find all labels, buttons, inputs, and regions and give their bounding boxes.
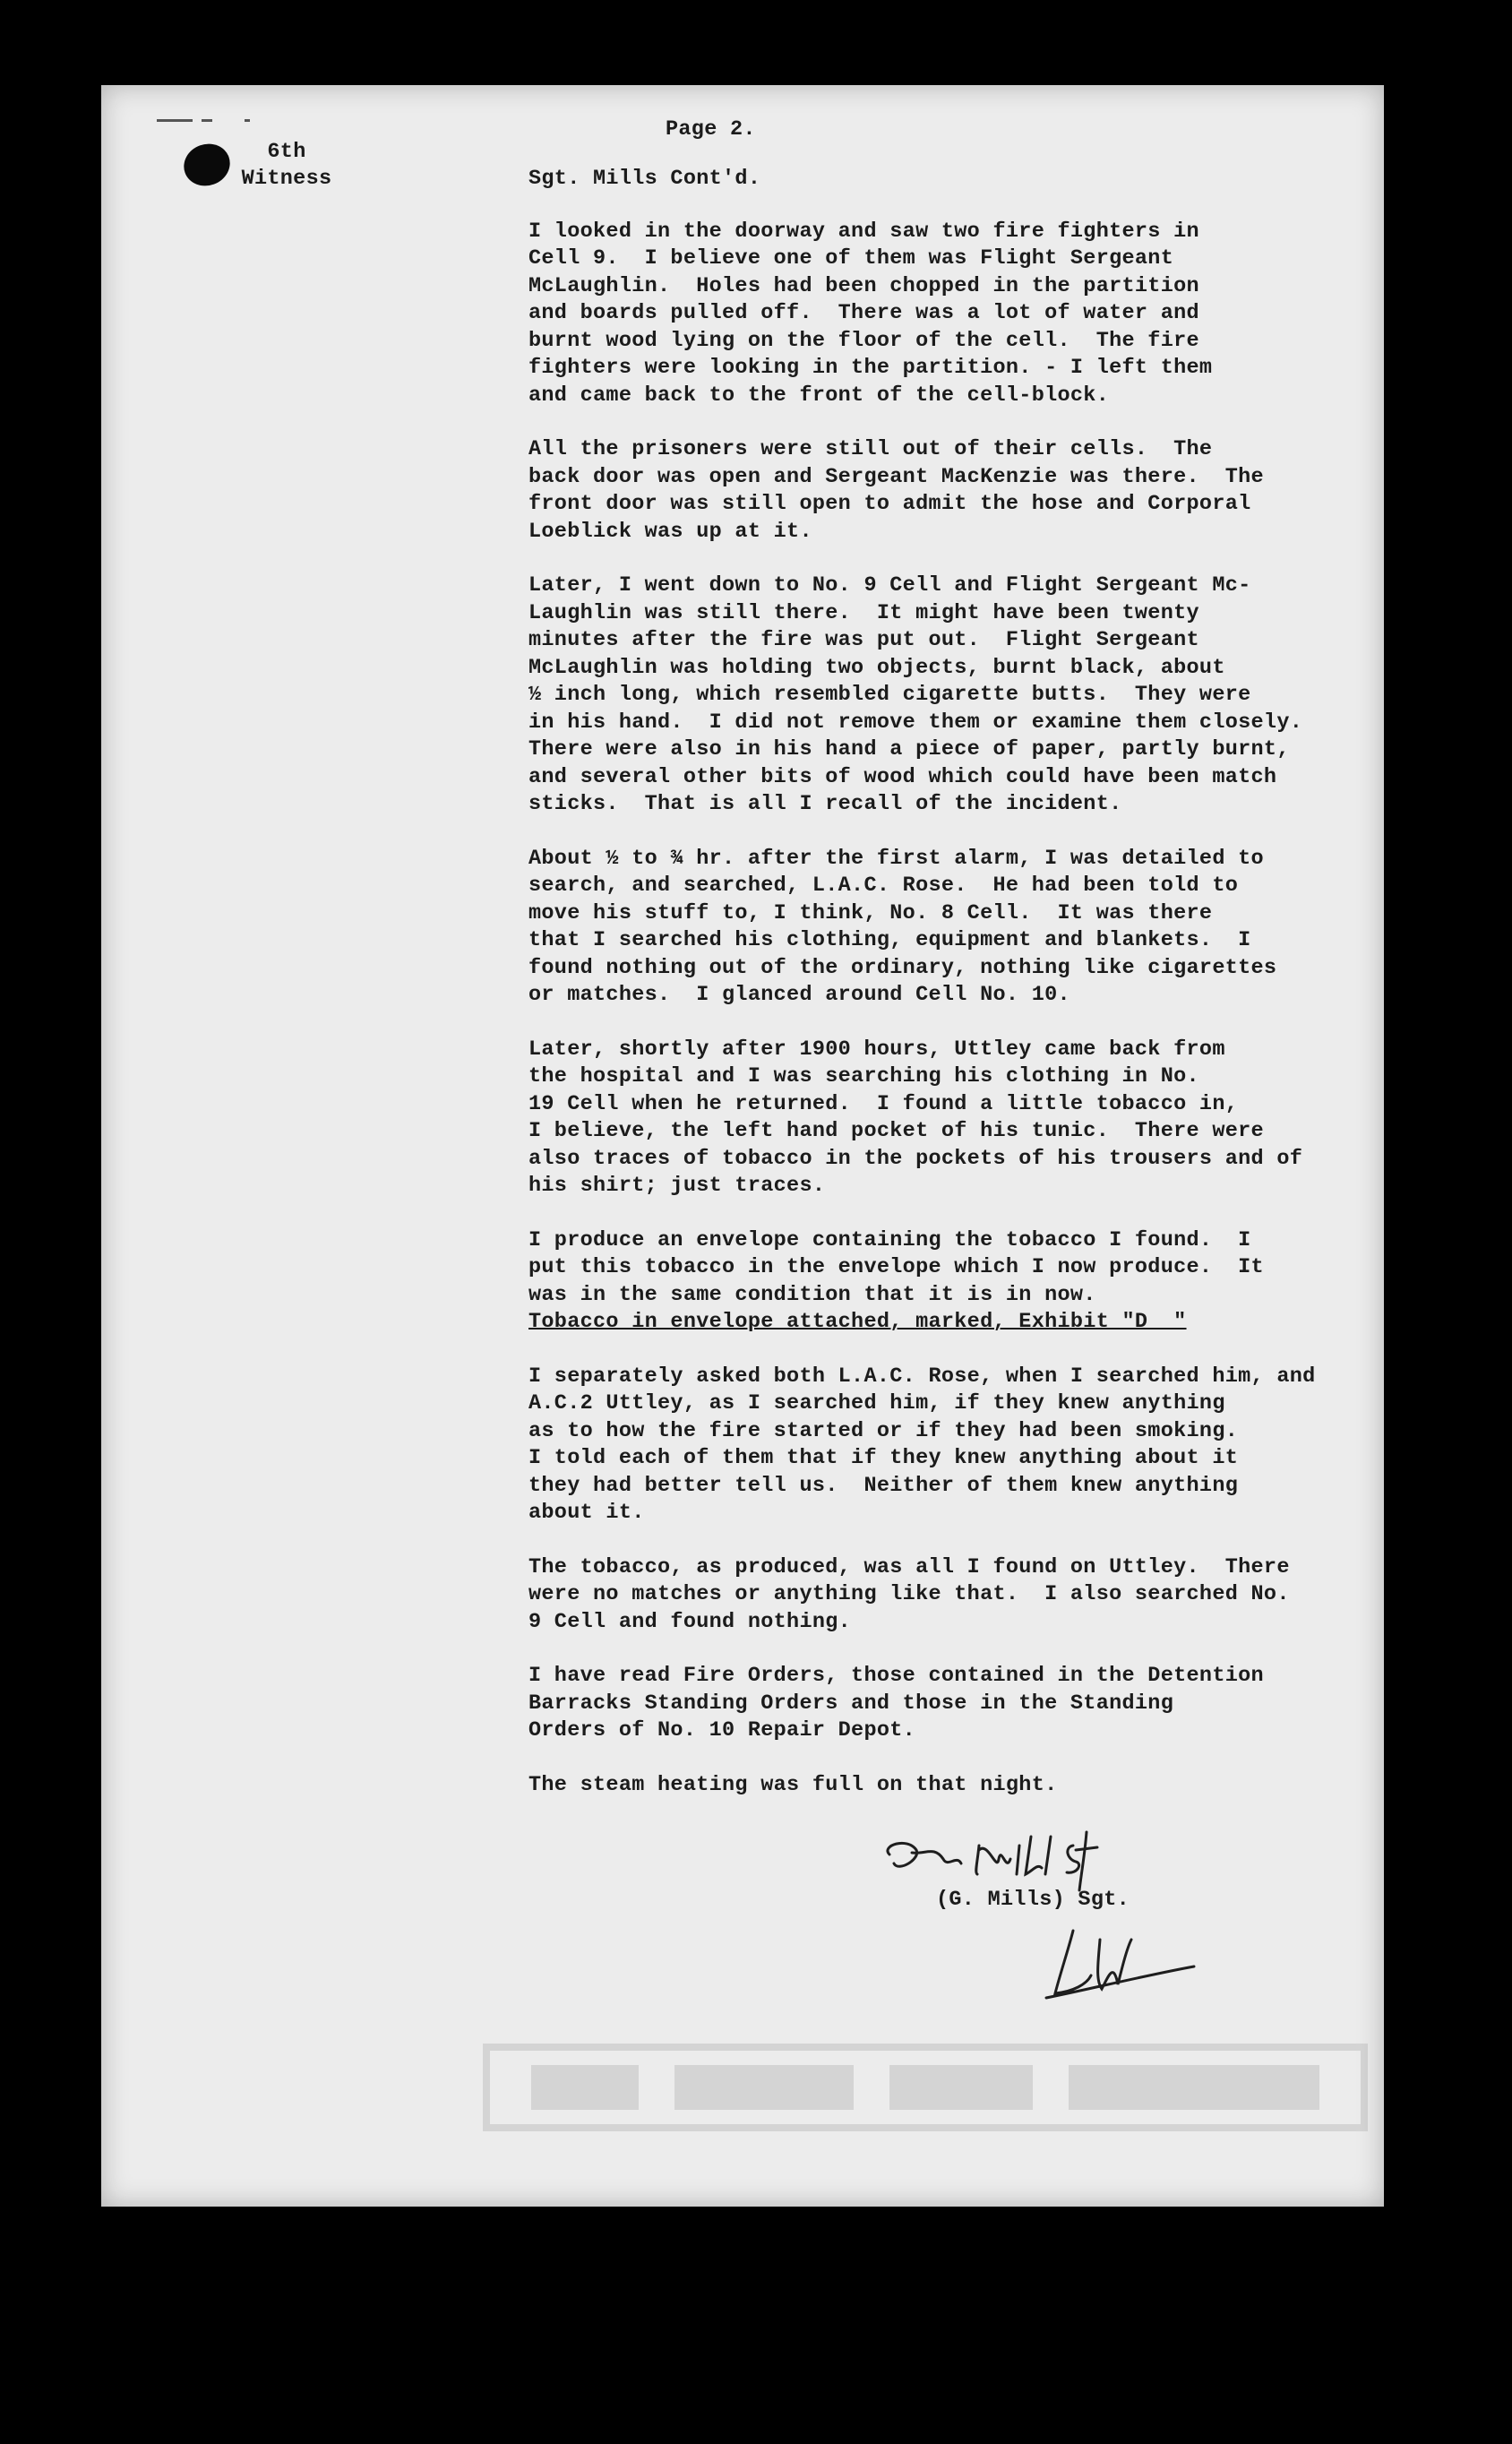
- paragraph-4: [528, 846, 1353, 1010]
- text-line: the hospital and I was searching his clothing in No.: [528, 1064, 1199, 1089]
- text-line: Loeblick was up at it.: [528, 519, 812, 544]
- text-line: about it.: [528, 1501, 645, 1525]
- paragraph-7: [528, 1364, 1353, 1528]
- text-line: Barracks Standing Orders and those in the Standing: [528, 1691, 1174, 1716]
- text-line: sticks. That is all I recall of the incident.: [528, 792, 1122, 816]
- witness-number: 6th: [267, 140, 306, 164]
- text-line: search, and searched, L.A.C. Rose. He had been told to: [528, 873, 1239, 898]
- paragraph-1: [528, 219, 1353, 410]
- text-line: as to how the fire started or if they had been smoking.: [528, 1418, 1239, 1443]
- document-page: [101, 85, 1384, 2207]
- text-line: Later, I went down to No. 9 Cell and Flight Sergeant Mc-: [528, 573, 1251, 598]
- text-line: and came back to the front of the cell-block.: [528, 383, 1110, 408]
- handwritten-initials: [1037, 1913, 1216, 2011]
- text-line: Cell 9. I believe one of them was Flight Sergeant: [528, 246, 1174, 271]
- page-number: Page 2.: [666, 117, 756, 142]
- margin-dash: [245, 119, 250, 122]
- margin-dash: [157, 119, 193, 122]
- text-line: was in the same condition that it is in now.: [528, 1282, 1096, 1307]
- paragraph-6: [528, 1227, 1353, 1337]
- text-line: I looked in the doorway and saw two fire fighters in: [528, 219, 1199, 244]
- text-line: that I searched his clothing, equipment and blankets. I: [528, 928, 1251, 952]
- paragraph-8: [528, 1554, 1353, 1637]
- text-line: 9 Cell and found nothing.: [528, 1609, 852, 1634]
- text-line: I believe, the left hand pocket of his tunic. There were: [528, 1119, 1264, 1143]
- text-line: McLaughlin. Holes had been chopped in the partition: [528, 273, 1199, 298]
- text-line: in his hand. I did not remove them or examine them closely.: [528, 710, 1303, 735]
- text-line: move his stuff to, I think, No. 8 Cell. It was there: [528, 900, 1213, 925]
- text-line: Laughlin was still there. It might have been twenty: [528, 600, 1199, 625]
- text-line: ½ inch long, which resembled cigarette butts. They were: [528, 683, 1251, 707]
- exhibit-d-line: Tobacco in envelope attached, marked, Exhibit "D ": [528, 1310, 1187, 1334]
- paragraph-3: [528, 572, 1353, 819]
- text-line: back door was open and Sergeant MacKenzie was there. The: [528, 464, 1264, 489]
- text-line: front door was still open to admit the hose and Corporal: [528, 492, 1251, 516]
- text-line: Later, shortly after 1900 hours, Uttley came back from: [528, 1037, 1225, 1062]
- text-line: minutes after the fire was put out. Flight Sergeant: [528, 628, 1199, 652]
- text-line: fighters were looking in the partition. - I left them: [528, 356, 1213, 380]
- text-line: A.C.2 Uttley, as I searched him, if they knew anything: [528, 1391, 1225, 1416]
- text-line: The steam heating was full on that night.: [528, 1772, 1058, 1797]
- testimony-heading: Sgt. Mills Cont'd.: [528, 167, 761, 191]
- text-line: his shirt; just traces.: [528, 1174, 826, 1198]
- text-line: they had better tell us. Neither of them knew anything: [528, 1473, 1239, 1498]
- text-line: burnt wood lying on the floor of the cell. The fire: [528, 328, 1199, 353]
- text-line: All the prisoners were still out of their cells. The: [528, 437, 1213, 461]
- text-line: I have read Fire Orders, those contained in the Detention: [528, 1664, 1264, 1688]
- paragraph-5: [528, 1037, 1353, 1200]
- text-line: put this tobacco in the envelope which I now produce. It: [528, 1255, 1264, 1279]
- text-line: were no matches or anything like that. I also searched No.: [528, 1582, 1290, 1606]
- text-line: also traces of tobacco in the pockets of his trousers and of: [528, 1146, 1303, 1171]
- text-line: The tobacco, as produced, was all I found on Uttley. There: [528, 1554, 1290, 1579]
- faded-stamp-watermark: [477, 2029, 1373, 2155]
- text-line: There were also in his hand a piece of paper, partly burnt,: [528, 737, 1290, 762]
- paragraph-9: [528, 1663, 1353, 1745]
- text-line: About ½ to ¾ hr. after the first alarm, I was detailed to: [528, 846, 1264, 871]
- text-line: found nothing out of the ordinary, nothing like cigarettes: [528, 955, 1277, 980]
- paragraph-10: [528, 1772, 1353, 1800]
- margin-dash: [202, 119, 212, 122]
- text-line: McLaughlin was holding two objects, burnt black, about: [528, 655, 1225, 680]
- text-line: and several other bits of wood which could have been match: [528, 764, 1277, 789]
- witness-margin-note: [184, 139, 390, 193]
- text-line: Orders of No. 10 Repair Depot.: [528, 1718, 916, 1743]
- text-line: 19 Cell when he returned. I found a little tobacco in,: [528, 1091, 1239, 1116]
- typed-signature-name: (G. Mills) Sgt.: [936, 1888, 1130, 1912]
- witness-label: Witness: [241, 167, 332, 191]
- text-line: I told each of them that if they knew anything about it: [528, 1446, 1239, 1470]
- text-line: I separately asked both L.A.C. Rose, when I searched him, and: [528, 1364, 1316, 1389]
- paragraph-2: [528, 436, 1353, 546]
- text-line: and boards pulled off. There was a lot of water and: [528, 301, 1199, 325]
- text-line: I produce an envelope containing the tobacco I found. I: [528, 1227, 1251, 1252]
- text-line: or matches. I glanced around Cell No. 10.: [528, 983, 1070, 1007]
- testimony-body: [528, 166, 1353, 1826]
